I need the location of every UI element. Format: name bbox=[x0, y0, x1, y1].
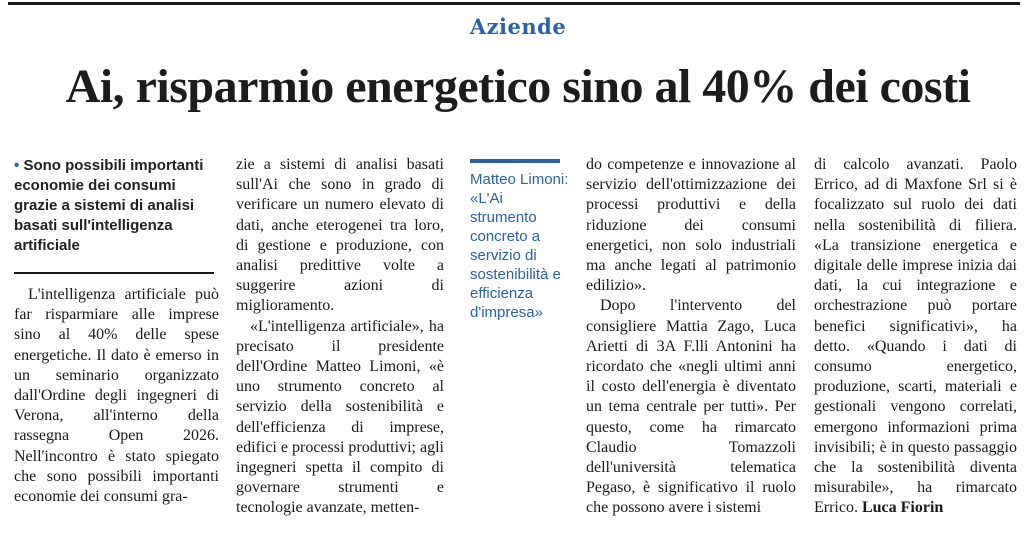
paragraph: «L'intelligenza artificiale», ha precisato il presidente dell'Ordine Matteo Limoni, «è uno strumento concreto al servizio della sostenibilità e dell'efficienza di imprese, edifici e processi produttivi; agli ingegneri spetta il compito di governare strumenti e tecnologie avanzate, metten- bbox=[236, 317, 444, 517]
paragraph: L'intelligenza artificiale può far risparmiare alle imprese sino al 40% delle spese energetiche. Il dato è emerso in un seminario organizzato dall'Ordine degli ingegneri di Verona, all'interno della rassegna Open 2026. Nell'incontro è stato spiegato che sono possibili importanti economie dei consumi gra- bbox=[14, 286, 219, 506]
top-rule bbox=[8, 2, 1020, 5]
article-column-3 bbox=[586, 155, 796, 519]
article-column-2 bbox=[236, 155, 444, 519]
author-signature: Luca Fiorin bbox=[861, 499, 944, 517]
summary-divider bbox=[14, 272, 214, 274]
headline: Ai, risparmio energetico sino al 40% dei costi bbox=[65, 60, 971, 113]
pullquote bbox=[470, 170, 570, 322]
paragraph bbox=[814, 155, 1017, 519]
paragraph-text: di calcolo avanzati. Paolo Errico, ad di Maxfone Srl si è focalizzato sul ruolo dei dati nella sostenibilità di filiera. «La transizione energetica e digitale delle imprese inizia dai dati, la cui integrazione e orchestrazione può portare benefici significativi», ha detto. «Quando i dati di consumo energetico, produzione, scarti, materiali e gestionali vengono correlati, emergono informazioni prima invisibili; è in questo passaggio che la sostenibilità diventa misurabile», ha rimarcato Errico. bbox=[814, 156, 1017, 517]
section-label: Aziende bbox=[469, 14, 567, 39]
paragraph: Dopo l'intervento del consigliere Mattia Zago, Luca Arietti di 3A F.lli Antonini ha ricordato che «negli ultimi anni il costo dell'energia è diventato un tema centrale per tutti». Per questo, come ha rimarcato Claudio Tomazzoli dell'università telematica Pegaso, è significativo il ruolo che possono avere i sistemi bbox=[586, 297, 796, 517]
summary-text: Sono possibili importanti economie dei consumi grazie a sistemi di analisi basati sull'intelligenza artificiale bbox=[14, 157, 204, 254]
article-column-4 bbox=[814, 155, 1017, 519]
pullquote-text: «L'Ai strumento concreto a servizio di sostenibilità e efficienza d'impresa» bbox=[470, 190, 561, 321]
paragraph: do competenze e innovazione al servizio dell'ottimizzazione dei processi produttivi e della riduzione dei consumi energetici, non solo industriali ma anche legati al patrimonio edilizio». bbox=[586, 156, 796, 295]
pullquote-rule bbox=[470, 159, 560, 163]
article-column-1 bbox=[14, 285, 219, 507]
summary-box bbox=[14, 156, 214, 256]
pullquote-name: Matteo Limoni: bbox=[470, 171, 569, 188]
paragraph: zie a sistemi di analisi basati sull'Ai che sono in grado di verificare un numero elevato di dati, anche eterogenei tra loro, di gestione e produzione, con analisi predittive volte a suggerire azioni di miglioramento. bbox=[236, 156, 444, 315]
bullet-icon: • bbox=[14, 157, 20, 174]
